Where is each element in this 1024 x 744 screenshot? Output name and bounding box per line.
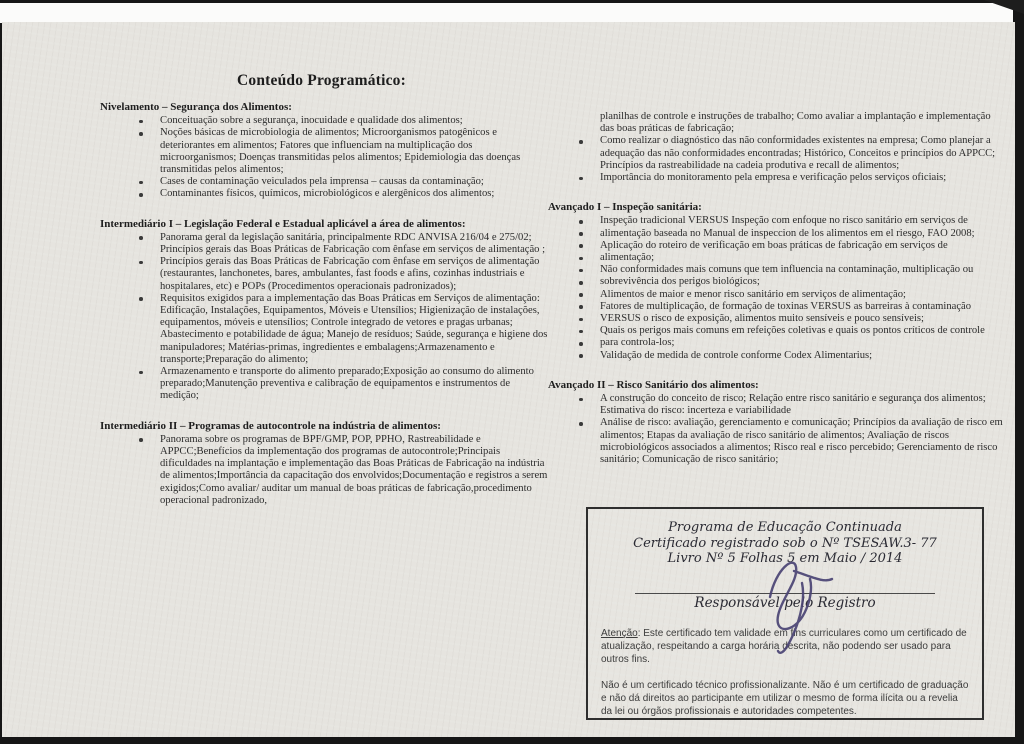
bullet-item: alimentação; [577,252,1004,264]
course-section [548,111,1004,184]
bullet-item: Validação de medida de controle conforme Codex Alimentarius; [577,350,1004,362]
certificate-notes [601,627,969,718]
bullet-item: Como realizar o diagnóstico das não conformidades existentes na empresa; Como planejar a adequação das não conformidades encontradas; Histórico, Conceitos e princípios do APPCC; Princípios da rastreabilidade na cadeia produtiva e recall de alimentos; [577,135,1004,172]
bullet-item: Alimentos de maior e menor risco sanitário em serviços de alimentação; [577,289,1004,301]
section-heading: Avançado I – Inspeção sanitária: [548,201,702,214]
signature-line [635,593,935,594]
certificate-program-line: Programa de Educação Continuada [668,520,902,535]
note-disclaimer: Não é um certificado técnico profissionalizante. Não é um certificado de graduação e não dá direitos ao participante em utilizar o mesmo de forma ilícita ou a revelia da lei ou órgãos profissionais e autoridades competentes. [601,679,969,717]
bullet-item: Análise de risco: avaliação, gerenciamento e comunicação; Princípios da avaliação de risco em alimentos; Etapas da avaliação de risco sanitário de alimentos; Avaliação de riscos microbiológicos associados a alimentos; Risco real e risco percebido; Gerenciamento de risco sanitário; Comunicação de risco sanitário; [577,417,1004,466]
bullet-list [137,232,550,403]
certificate-number-line: Certificado registrado sob o Nº TSESAW.3- 77 [633,535,937,551]
bullet-item: Armazenamento e transporte do alimento preparado;Exposição ao consumo do alimento preparado;Manutenção preventiva e calibração de equipamentos e instrumentos de medição; [137,366,550,403]
bullet-list [577,393,1004,466]
bullet-item: Não conformidades mais comuns que tem influencia na contaminação, multiplicação ou [577,264,1004,276]
certificate-registration-box [586,507,984,720]
bullet-item: VERSUS o risco de exposição, alimentos muito sensíveis e pouco sensíveis; [577,313,1004,325]
bullet-list [577,135,1004,184]
continuation-text: planilhas de controle e instruções de trabalho; Como avaliar a implantação e implementação das boas práticas de fabricação; [600,111,991,135]
bullet-item: Contaminantes físicos, químicos, microbiológicos e alergênicos dos alimentos; [137,188,550,200]
attention-label: Atenção [601,627,638,639]
scan-edge-white-band [0,3,1013,23]
bullet-item: Importância do monitoramento pela empresa e verificação pelos serviços oficiais; [577,172,1004,184]
bullet-item: sobrevivência dos perigos biológicos; [577,276,1004,288]
bullet-item: Cases de contaminação veiculados pela imprensa – causas da contaminação; [137,176,550,188]
scan-corner-shadow [984,0,1024,14]
section-heading: Avançado II – Risco Sanitário dos alimentos: [548,378,759,391]
section-heading: Intermediário I – Legislação Federal e Estadual aplicável a área de alimentos: [100,217,466,230]
course-section [100,420,550,507]
certificate-header-lines [588,520,982,567]
signature-block [588,593,982,611]
right-column [548,111,1004,483]
bullet-item: Aplicação do roteiro de verificação em boas práticas de fabricação em serviços de [577,240,1004,252]
left-column [100,101,550,524]
signature-label: Responsável pelo Registro [694,594,876,611]
course-section [548,201,1004,362]
scanned-document-page [2,22,1015,737]
bullet-item: Noções básicas de microbiologia de alimentos; Microorganismos patogênicos e deteriorantes em alimentos; Fatores que influenciam na multiplicação dos microorganismos; Doenças transmitidas pelos alimentos; Epidemiologia das doenças transmitidas pelos alimentos; [137,127,550,176]
bullet-list [137,434,550,507]
bullet-item: Inspeção tradicional VERSUS Inspeção com enfoque no risco sanitário em serviços de [577,215,1004,227]
course-section [548,379,1004,466]
note-validity-text: : Este certificado tem validade em fins curriculares como um certificado de atualização, respeitando a carga horária descrita, não podendo ser usado para outros fins. [601,627,967,665]
bullet-item: Panorama geral da legislação sanitária, principalmente RDC ANVISA 216/04 e 275/02; Princípios gerais das Boas Práticas de Fabricação com ênfase em serviços de alimentação ; [137,232,550,256]
page-title: Conteúdo Programático: [237,72,406,89]
bullet-list [137,115,550,200]
bullet-item: Fatores de multiplicação, de formação de toxinas VERSUS as barreiras à contaminação [577,301,1004,313]
note-validity [601,627,969,666]
course-section [100,218,550,403]
bullet-item: para controla-los; [577,337,1004,349]
section-heading: Nivelamento – Segurança dos Alimentos: [100,101,292,113]
bullet-item: Princípios gerais das Boas Práticas de Fabricação com ênfase em serviços de alimentação (restaurantes, lanchonetes, bares, ambulantes, fast foods e afins, cozinhas industriais e hospitalares, etc) e POPs (Procedimentos operacionais padronizados); [137,256,550,293]
bullet-list [577,215,1004,361]
section-heading: Intermediário II – Programas de autocontrole na indústria de alimentos: [100,419,441,432]
bullet-item: Conceituação sobre a segurança, inocuidade e qualidade dos alimentos; [137,115,550,127]
bullet-item: Quais os perigos mais comuns em refeições coletivas e quais os pontos críticos de controle [577,325,1004,337]
certificate-book-line: Livro Nº 5 Folhas 5 em Maio / 2014 [667,551,903,566]
course-section [100,101,550,201]
bullet-item: alimentação baseada no Manual de inspeccion de los alimentos em el riesgo, FAO 2008; [577,228,1004,240]
bullet-item: Requisitos exigidos para a implementação das Boas Práticas em Serviços de alimentação: Edificação, Instalações, Equipamentos, Móveis e Utensílios; Higienização de instalações, equipamentos, móveis e utensílios; Controle integrado de vetores e pragas urbanas; Abastecimento e potabilidade de água; Manejo de resíduos; Saúde, segurança e higiene dos manipuladores; Matérias-primas, ingredientes e embalagens;Armazenamento e transporte;Preparação do alimento; [137,293,550,366]
bullet-item: Panorama sobre os programas de BPF/GMP, POP, PPHO, Rastreabilidade e APPCC;Benefícios da implementação dos programas de autocontrole;Principais dificuldades na implantação e implementação das Boas Práticas de Fabricação na indústria de alimentos;Importância da capacitação dos envolvidos;Documentação e registros a serem exigidos;Como avaliar/ auditar um manual de boas práticas de fabricação,procedimento operacional padronizado, [137,434,550,507]
bullet-item: A construção do conceito de risco; Relação entre risco sanitário e segurança dos alimentos; Estimativa do risco: incerteza e variabilidade [577,393,1004,417]
